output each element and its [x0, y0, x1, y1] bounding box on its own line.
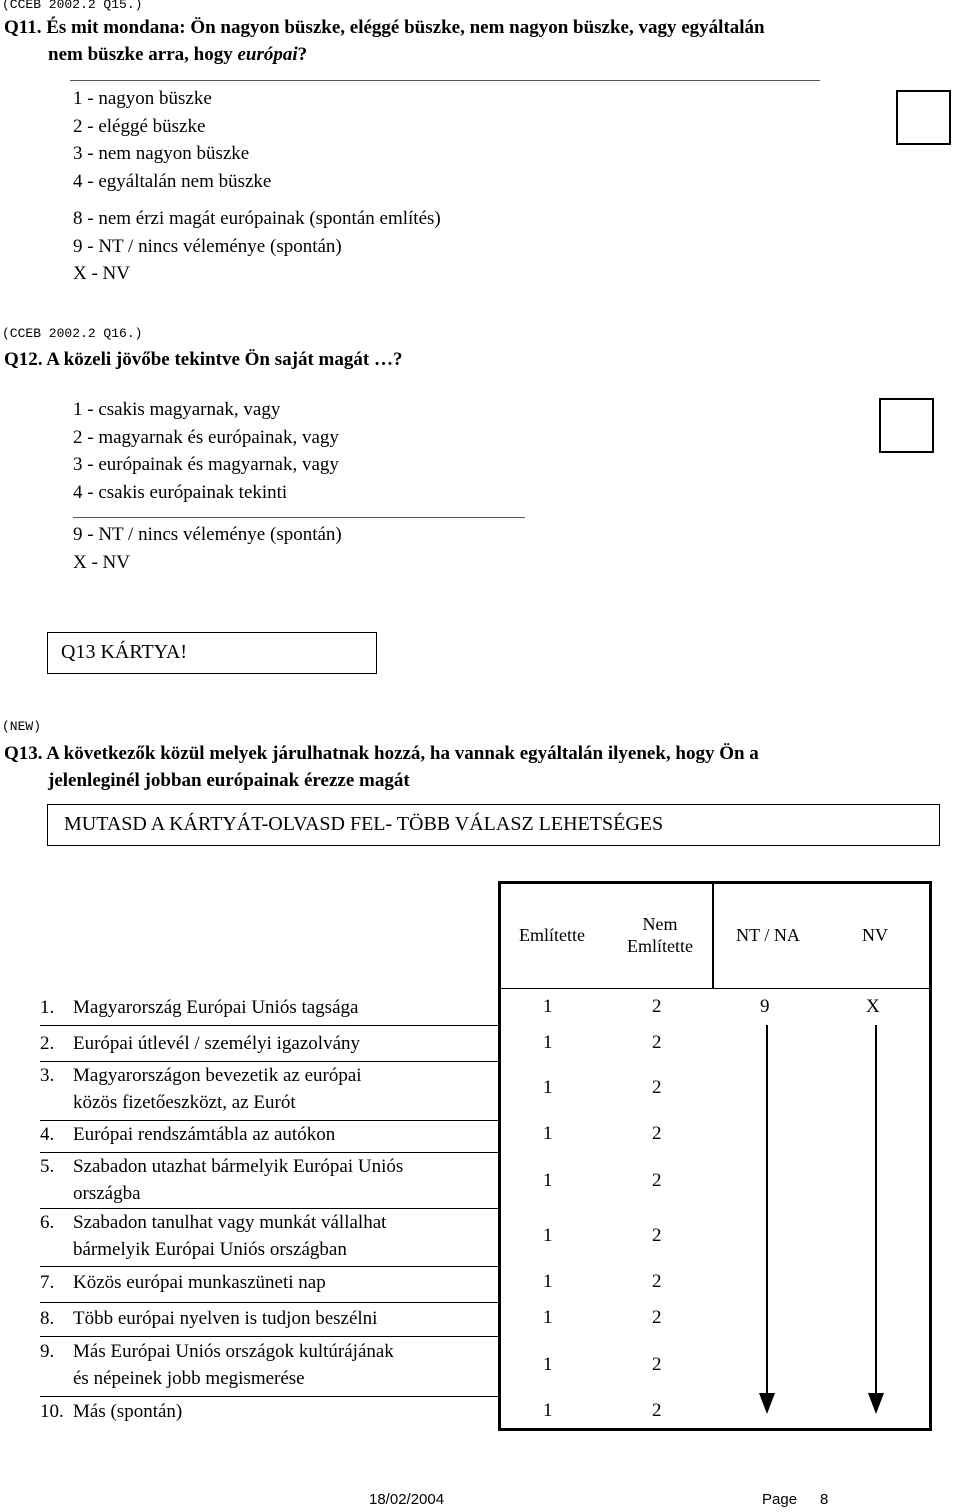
answer-code-1[interactable]: 1 [543, 1170, 553, 1191]
answer-code-2[interactable]: 2 [652, 1032, 662, 1053]
arrow-down-icon [759, 1025, 775, 1414]
item-number: 5. [40, 1156, 55, 1177]
q13-instruction: MUTASD A KÁRTYÁT-OLVASD FEL- TÖBB VÁLASZ LEHETSÉGES [47, 804, 940, 846]
q11-option: 1 - nagyon büszke [73, 88, 212, 109]
answer-code-1[interactable]: 1 [543, 1032, 553, 1053]
q12-option: 1 - csakis magyarnak, vagy [73, 399, 281, 420]
item-number: 10. [40, 1401, 64, 1422]
item-label-line1: Szabadon utazhat bármelyik Európai Uniós [73, 1156, 404, 1177]
footer-page-number: 8 [820, 1491, 829, 1508]
item-label-line1: Szabadon tanulhat vagy munkát vállalhat [73, 1212, 387, 1233]
item-label-line2: bármelyik Európai Uniós országban [73, 1239, 347, 1260]
header-mentioned: Említette [519, 925, 585, 945]
answer-code-2[interactable]: 2 [652, 1354, 662, 1375]
q13-card-label: Q13 KÁRTYA! [47, 632, 377, 674]
q11-option: 3 - nem nagyon büszke [73, 143, 250, 164]
header-not-mentioned: Nem Említette [627, 914, 693, 956]
q12-source: (CCEB 2002.2 Q16.) [2, 326, 143, 341]
q11-option: X - NV [73, 263, 130, 284]
q12-option: 9 - NT / nincs véleménye (spontán) [73, 524, 342, 545]
q11-source: (CCEB 2002.2 Q15.) [2, 0, 143, 12]
answer-code-2[interactable]: 2 [652, 1170, 662, 1191]
q13-title-line2: jelenleginél jobban európainak érezze magát [48, 770, 410, 791]
q11-option: 2 - eléggé büszke [73, 115, 206, 137]
q11-title-line1: Q11. És mit mondana: Ön nagyon büszke, eléggé büszke, nem nagyon büszke, vagy egyáltalán [4, 17, 765, 38]
item-label-line1: Magyarországon bevezetik az európai [73, 1065, 362, 1086]
answer-code-1[interactable]: 1 [543, 1271, 553, 1292]
footer-date: 18/02/2004 [369, 1491, 445, 1508]
answer-code-2[interactable]: 2 [652, 1123, 662, 1144]
q11-option: 8 - nem érzi magát európainak (spontán említés) [73, 208, 441, 229]
answer-code-1[interactable]: 1 [543, 1354, 553, 1375]
item-label: Magyarország Európai Uniós tagsága [73, 997, 359, 1018]
answer-code-2[interactable]: 2 [652, 1225, 662, 1246]
item-label-line2: országba [73, 1183, 141, 1204]
header-nt-na: NT / NA [736, 925, 800, 945]
answer-code-1[interactable]: 1 [543, 1077, 553, 1098]
item-label: Más (spontán) [73, 1401, 183, 1422]
arrow-down-icon [868, 1025, 884, 1414]
item-number: 3. [40, 1065, 55, 1086]
item-label: Európai rendszámtábla az autókon [73, 1124, 336, 1145]
item-label: Közös európai munkaszüneti nap [73, 1272, 326, 1293]
q11-title-line2: nem büszke arra, hogy európai? [48, 44, 308, 65]
q12-option: 3 - európainak és magyarnak, vagy [73, 454, 339, 475]
item-number: 1. [40, 997, 55, 1018]
item-label-line1: Más Európai Uniós országok kultúrájának [73, 1341, 394, 1362]
answer-code-2[interactable]: 2 [652, 996, 662, 1017]
item-number: 8. [40, 1308, 55, 1329]
answer-code-nv[interactable]: X [866, 996, 880, 1017]
answer-code-nt[interactable]: 9 [760, 996, 770, 1017]
answer-code-2[interactable]: 2 [652, 1271, 662, 1292]
q13-title-line1: Q13. A következők közül melyek járulhatnak hozzá, ha vannak egyáltalán ilyenek, hogy Ön a [4, 743, 759, 764]
footer-page-label: Page [762, 1491, 798, 1508]
answer-code-1[interactable]: 1 [543, 1307, 553, 1328]
answer-code-1[interactable]: 1 [543, 1123, 553, 1144]
item-number: 2. [40, 1033, 55, 1054]
header-nv: NV [862, 925, 888, 945]
item-number: 6. [40, 1212, 55, 1233]
item-label-line2: közös fizetőeszközt, az Eurót [73, 1092, 296, 1113]
item-label-line2: és népeinek jobb megismerése [73, 1368, 305, 1389]
q11-option: 9 - NT / nincs véleménye (spontán) [73, 235, 342, 257]
answer-code-1[interactable]: 1 [543, 1400, 553, 1421]
item-number: 7. [40, 1272, 55, 1293]
q13-source: (NEW) [2, 719, 42, 734]
answer-code-1[interactable]: 1 [543, 996, 553, 1017]
q12-title: Q12. A közeli jövőbe tekintve Ön saját magát …? [4, 349, 403, 370]
answer-code-1[interactable]: 1 [543, 1225, 553, 1246]
item-label: Több európai nyelven is tudjon beszélni [73, 1308, 378, 1329]
answer-code-2[interactable]: 2 [652, 1307, 662, 1328]
item-number: 9. [40, 1341, 55, 1362]
answer-code-2[interactable]: 2 [652, 1077, 662, 1098]
item-number: 4. [40, 1124, 55, 1145]
item-label: Európai útlevél / személyi igazolvány [73, 1033, 361, 1054]
q11-option: 4 - egyáltalán nem büszke [73, 170, 272, 192]
answer-code-2[interactable]: 2 [652, 1400, 662, 1421]
q12-option: 4 - csakis európainak tekinti [73, 481, 288, 503]
q12-option: X - NV [73, 551, 130, 573]
q12-option: 2 - magyarnak és európainak, vagy [73, 426, 339, 448]
